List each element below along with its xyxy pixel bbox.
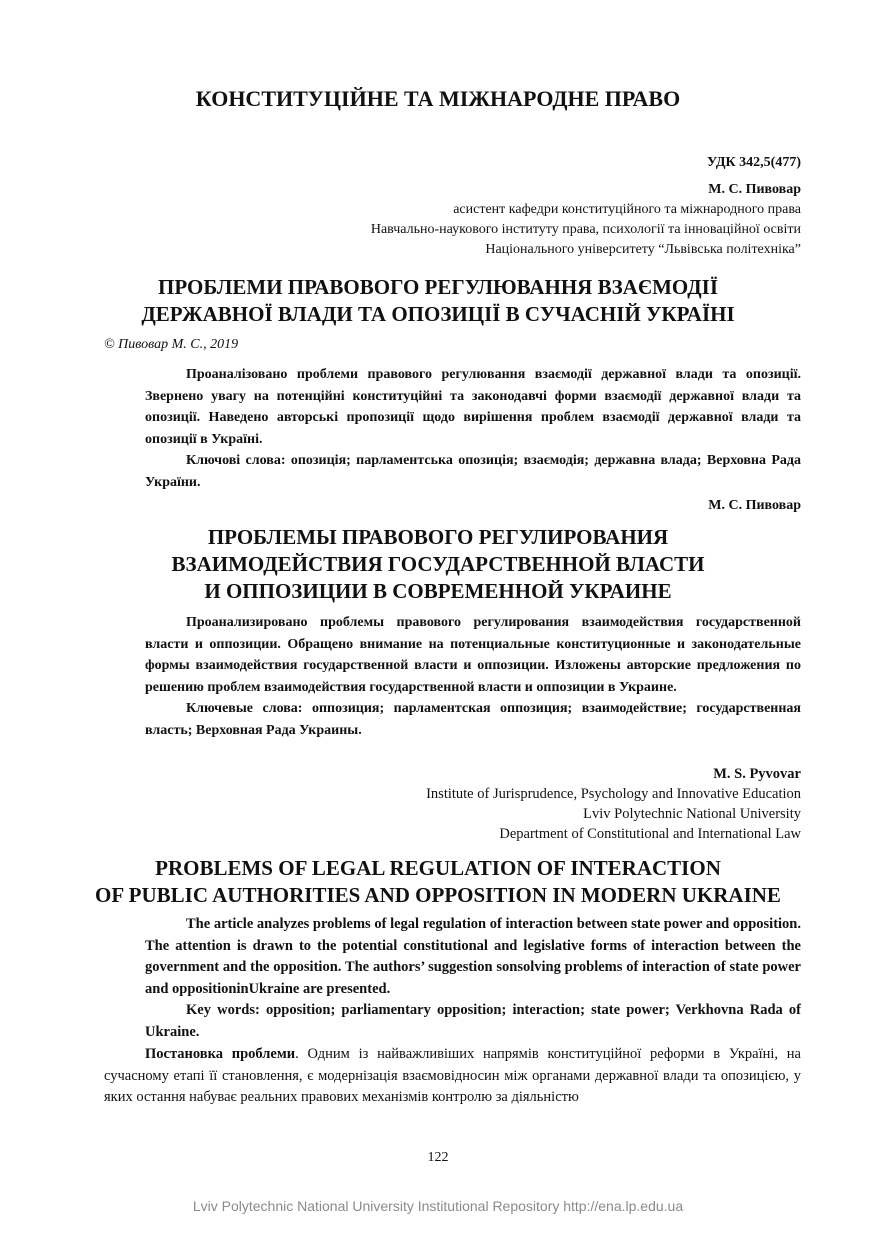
ru-author: М. С. Пивовар (708, 498, 801, 513)
en-title (60, 855, 816, 909)
ua-affiliation-line: Національного університету “Львівська політехніка” (485, 242, 801, 257)
ua-title-line: ДЕРЖАВНОЇ ВЛАДИ ТА ОПОЗИЦІЇ В СУЧАСНІЙ УКРАЇНІ (141, 302, 735, 326)
body-paragraph (104, 1044, 801, 1109)
page-number: 122 (427, 1150, 449, 1165)
en-title-line: OF PUBLIC AUTHORITIES AND OPPOSITION IN MODERN UKRAINE (95, 883, 781, 907)
en-author: M. S. Pyvovar (713, 766, 801, 782)
en-keywords: Key words: opposition; parliamentary opposition; interaction; state power; Verkhovna Rada of Ukraine. (145, 1002, 801, 1040)
ua-author: М. С. Пивовар (708, 182, 801, 197)
repository-footer: Lviv Polytechnic National University Institutional Repository http://ena.lp.edu.ua (192, 1198, 684, 1214)
en-abstract (145, 914, 801, 1043)
ru-title-line: И ОППОЗИЦИИ В СОВРЕМЕННОЙ УКРАИНЕ (204, 579, 672, 603)
en-affiliation-line: Lviv Polytechnic National University (583, 806, 801, 822)
ua-author-block (101, 180, 801, 260)
body-text: . Одним із найважливіших напрямів конституційної реформи в Україні, на сучасному етапі її становлення, є модернізація взаємовідносин між органами державної влади та опозицією, у яких остання набуває реальних правових механізмів контролю за діяльністю (104, 1046, 801, 1105)
ua-abstract (145, 364, 801, 493)
en-title-line: PROBLEMS OF LEGAL REGULATION OF INTERACTION (155, 856, 721, 880)
ua-affiliation-line: асистент кафедри конституційного та міжнародного права (453, 202, 801, 217)
en-affiliation-line: Department of Constitutional and International Law (499, 826, 801, 842)
ru-abstract (145, 612, 801, 741)
ru-keywords: Ключевые слова: оппозиция; парламентская оппозиция; взаимодействие; государственная власть; Верховная Рада Украины. (145, 701, 801, 738)
ru-title-line: ПРОБЛЕМЫ ПРАВОВОГО РЕГУЛИРОВАНИЯ (207, 525, 669, 549)
body-lead: Постановка проблеми (145, 1046, 296, 1062)
ru-title-line: ВЗАИМОДЕЙСТВИЯ ГОСУДАРСТВЕННОЙ ВЛАСТИ (171, 552, 705, 576)
ua-title (60, 274, 816, 328)
en-affiliation-line: Institute of Jurisprudence, Psychology and Innovative Education (426, 786, 801, 802)
ru-abstract-text: Проанализировано проблемы правового регулирования взаимодействия государственной власти и оппозиции. Обращено внимание на потенциальные конституционные и законодательные формы взаимодействия государственной власти и оппозиции. Изложены авторские предложения по решению проблем взаимодействия государственной власти и оппозиции в Украине. (145, 615, 801, 695)
section-heading: КОНСТИТУЦІЙНЕ ТА МІЖНАРОДНЕ ПРАВО (195, 86, 681, 111)
ua-affiliation-line: Навчально-наукового інституту права, психології та інноваційної освіти (370, 222, 801, 237)
copyright: © Пивовар М. С., 2019 (104, 337, 239, 352)
ru-title (60, 524, 816, 605)
en-abstract-text: The article analyzes problems of legal regulation of interaction between state power and opposition. The attention is drawn to the potential constitutional and legislative forms of interaction between the government and the opposition. The authors’ suggestion sonsolving problems of interaction of state power and oppositioninUkraine are presented. (145, 916, 801, 997)
udk-code: УДК 342,5(477) (707, 155, 801, 170)
ua-abstract-text: Проаналізовано проблеми правового регулювання взаємодії державної влади та опозиції. Звернено увагу на потенційні конституційні та законодавчі форми взаємодії державної влади та опозиції. Наведено авторські пропозиції щодо вирішення проблем взаємодії державної влади та опозиції в Україні. (145, 367, 801, 447)
ua-title-line: ПРОБЛЕМИ ПРАВОВОГО РЕГУЛЮВАННЯ ВЗАЄМОДІЇ (157, 275, 718, 299)
body-paragraph-text (104, 1044, 801, 1109)
ua-keywords: Ключові слова: опозиція; парламентська опозиція; взаємодія; державна влада; Верховна Рада України. (145, 453, 801, 490)
en-author-block (101, 764, 801, 844)
